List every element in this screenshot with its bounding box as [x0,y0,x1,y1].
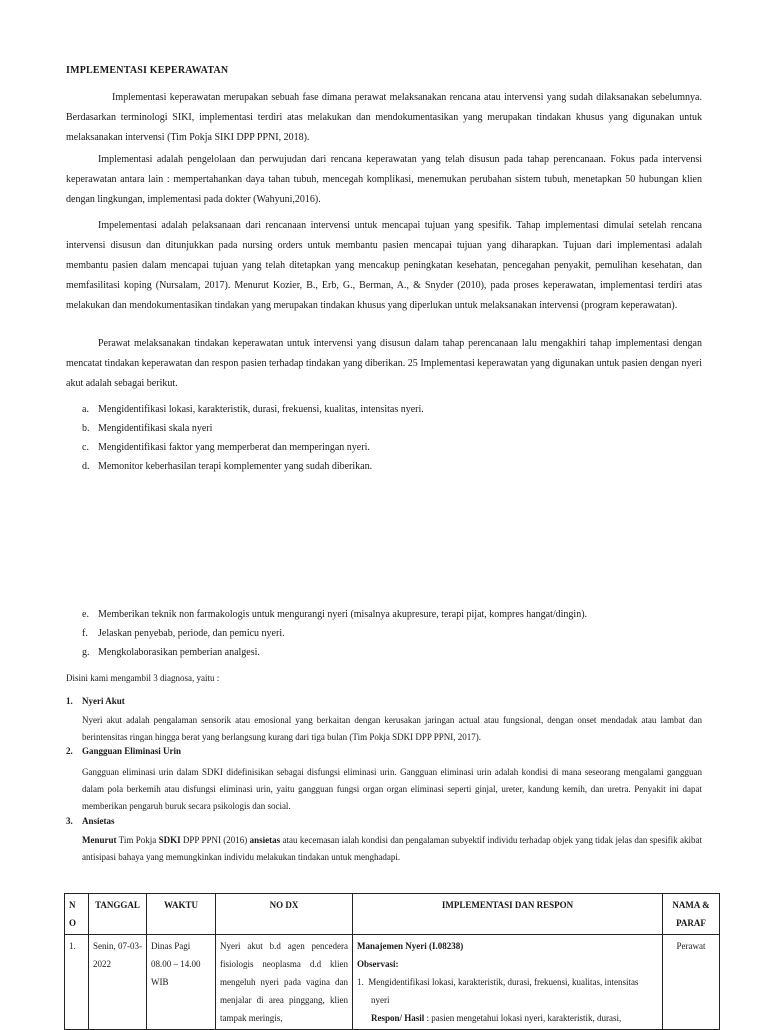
diagnosis-3-body [82,832,702,866]
list-item-text: Mengidentifikasi lokasi, karakteristik, durasi, frekuensi, kualitas, intensitas nyeri. [98,404,424,415]
cell-nodx: Nyeri akut b.d agen pencedera fisiologis neoplasma d.d klien mengeluh nyeri pada vagina dan menjalar di area pinggang, klien tampak meringis, [216,935,353,1030]
impl-item-text: Mengidentifikasi lokasi, karakteristik, durasi, frekuensi, kualitas, intensitas nyeri [368,977,639,1005]
cell-paraf: Perawat [663,935,720,1030]
impl-response-text: : pasien mengetahui lokasi nyeri, karakteristik, durasi, [424,1013,622,1023]
paragraph-2: Implementasi adalah pengelolaan dan perwujudan dari rencana keperawatan yang telah disusun pada tahap perencanaan. Fokus pada intervensi keperawatan antara lain : mempertahankan daya tahan tubuh, mencegah komplikasi, menemukan perubahan sistem tubuh, menetapkan 50 hubungan klien dengan lingkungan, implementasi pada dokter (Wahyuni,2016). [66,154,702,205]
paragraph-4: Perawat melaksanakan tindakan keperawatan untuk intervensi yang disusun dalam tahap perencanaan lalu mengakhiri tahap implementasi dengan mencatat tindakan keperawatan dan respon pasien terhadap tindakan yang diberikan. 25 Implementasi keperawatan yang digunakan untuk pasien dengan nyeri akut adalah sebagai berikut. [66,338,702,389]
waktu-range: 08.00 – 14.00 [151,959,201,969]
waktu-shift: Dinas Pagi [151,941,191,951]
body-text: Tim Pokja [116,835,159,845]
impl-response-label: Respon/ Hasil [371,1013,425,1023]
diagnosis-2-body: Gangguan eliminasi urin dalam SDKI didefinisikan sebagai disfungsi eliminasi urin. Gangguan eliminasi urin adalah kondisi di mana seseorang mengalami gangguan dalam pola berkemih atau disfungsi eliminasi urin, yaitu gangguan fungsi organ organ eliminasi seperti ginjal, ureter, kandung kemih, dan uretra. Penyakit ini dapat memberikan pengaruh buruk secara psikologis dan social. [82,767,702,811]
list-item-text: Mengidentifikasi faktor yang memperberat dan memperingan nyeri. [98,442,370,453]
list-item-text: Memonitor keberhasilan terapi komplementer yang sudah diberikan. [98,461,373,472]
list-item [66,419,706,438]
diagnosis-1-heading [66,696,125,706]
list-item [66,400,706,419]
diagnosis-3-heading [66,816,115,826]
implementation-list-top [66,400,706,476]
body-text: atau kecemasan ialah kondisi dan pengalaman subyektif individu terhadap objek yang tidak jelas dan spesifik akibat antisipasi bahaya yang memungkinkan individu melakukan tindakan untuk menghadapi. [82,835,703,862]
list-item-text: Memberikan teknik non farmakologis untuk mengurangi nyeri (misalnya akupresure, terapi pijat, kompres hangat/dingin). [98,609,588,620]
paragraph-1: Implementasi keperawatan merupakan sebuah fase dimana perawat melaksanakan rencana atau intervensi yang sudah dilaksanakan sebelumnya. Berdasarkan terminologi SIKI, implementasi terdiri atas melakukan dan mendokumentasikan yang merupakan tindakan khusus yang digunakan untuk melaksanakan intervensi (Tim Pokja SIKI DPP PPNI, 2018). [66,92,702,143]
diagnosis-title: Nyeri Akut [82,696,125,706]
header-nodx: NO DX [216,894,353,935]
header-paraf: NAMA & PARAF [663,894,720,935]
impl-title: Manajemen Nyeri (I.08238) [357,941,464,951]
diagnosis-1-body: Nyeri akut adalah pengalaman sensorik atau emosional yang berkaitan dengan kerusakan jaringan actual atau fungsional, dengan onset mendadak atau lambat dan berintensitas ringan hingga berat yang berlangsung kurang dari tiga bulan (Tim Pokja SDKI DPP PPNI, 2017). [82,715,702,742]
list-marker: a. [82,404,89,415]
body-bold-sdki: SDKI [158,835,181,845]
impl-observasi: Observasi: [357,959,399,969]
header-tanggal: TANGGAL [89,894,147,935]
implementation-list-bottom [66,605,706,662]
list-marker: d. [82,461,90,472]
impl-response [357,1009,658,1027]
cell-implementasi [353,935,663,1030]
cell-waktu [147,935,216,1030]
list-marker: c. [82,442,89,453]
paragraph-3: Impelementasi adalah pelaksanaan dari rencanaan intervensi untuk mencapai tujuan yang spesifik. Tahap implementasi dimulai setelah rencana intervensi disusun dan ditunjukkan pada nursing orders untuk membantu pasien mencapai tujuan yang diharapkan. Tujuan dari implementasi adalah membantu pasien dalam mencapai tujuan yang telah ditetapkan yang mencakup peningkatan kesehatan, pencegahan penyakit, pemulihan kesehatan, dan memfasilitasi koping (Nursalam, 2017). Menurut Kozier, B., Erb, G., Berman, A., & Snyder (2010), pada proses keperawatan, implementasi terdiri atas melakukan dan mendokumentasikan tindakan yang merupakan tindakan khusus yang diperlukan untuk melaksanakan intervensi (program keperawatan). [66,220,702,311]
body-text: DPP PPNI (2016) [180,835,250,845]
cell-no: 1. [65,935,89,1030]
impl-item [357,973,658,1009]
list-marker: f. [82,628,88,639]
diagnosis-2-heading [66,746,181,756]
diagnosis-number: 3. [66,816,73,826]
list-marker: b. [82,423,90,434]
list-item [66,624,706,643]
list-item [66,605,706,624]
header-waktu: WAKTU [147,894,216,935]
page-title: IMPLEMENTASI KEPERAWATAN [66,65,229,76]
header-implementasi: IMPLEMENTASI DAN RESPON [353,894,663,935]
list-item [66,457,706,476]
cell-tanggal: Senin, 07-03-2022 [89,935,147,1030]
impl-item-number: 1. [357,977,364,987]
list-item-text: Jelaskan penyebab, periode, dan pemicu nyeri. [98,628,285,639]
table-row [65,935,720,1030]
body-bold-ansietas: ansietas [249,835,281,845]
list-marker: e. [82,609,89,620]
diagnosis-intro: Disini kami mengambil 3 diagnosa, yaitu : [66,673,220,683]
waktu-zone: WIB [151,977,169,987]
implementation-table [64,893,720,1030]
list-marker: g. [82,647,90,658]
list-item [66,643,706,662]
diagnosis-number: 2. [66,746,73,756]
table-header-row [65,894,720,935]
body-bold-menurut: Menurut [82,835,117,845]
list-item-text: Mengidentifikasi skala nyeri [98,423,213,434]
list-item-text: Mengkolaborasikan pemberian analgesi. [98,647,260,658]
diagnosis-title: Gangguan Eliminasi Urin [82,746,182,756]
header-no: N O [65,894,89,935]
list-item [66,438,706,457]
diagnosis-number: 1. [66,696,73,706]
diagnosis-title: Ansietas [82,816,115,826]
